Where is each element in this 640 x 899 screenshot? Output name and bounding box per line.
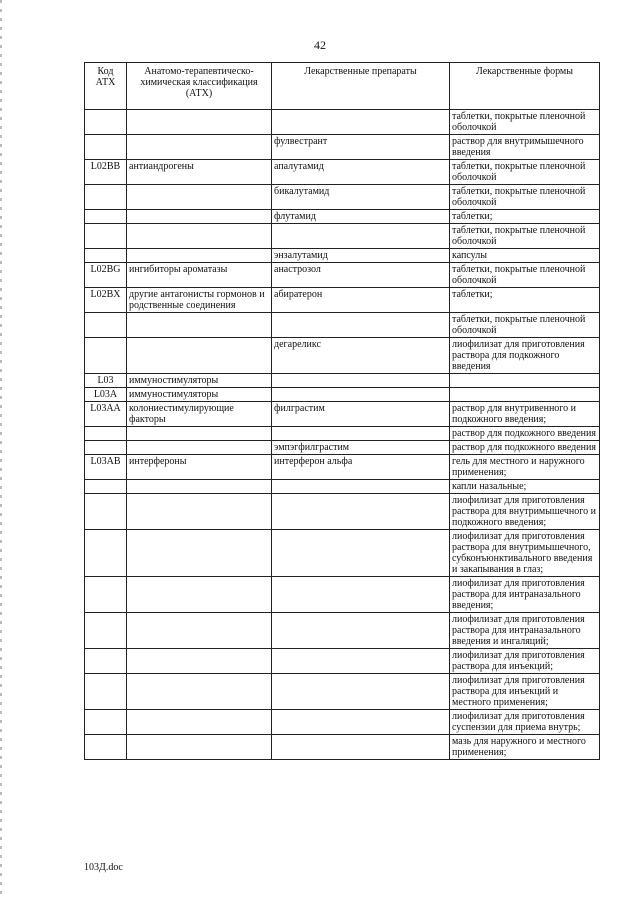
table-body <box>85 110 600 760</box>
cell-drug <box>272 530 450 577</box>
cell-drug <box>272 480 450 494</box>
cell-form: лиофилизат для приготовления раствора для внутримышечного и подкожного введения; <box>450 494 600 530</box>
page-number: 42 <box>314 38 326 52</box>
cell-code <box>85 710 127 735</box>
cell-class <box>127 480 272 494</box>
table-row <box>85 210 600 224</box>
atc-table <box>84 62 600 760</box>
cell-form: лиофилизат для приготовления раствора для интраназального введения и ингаляций; <box>450 613 600 649</box>
table-row <box>85 710 600 735</box>
cell-drug <box>272 224 450 249</box>
table-row <box>85 288 600 313</box>
table-row <box>85 313 600 338</box>
cell-code <box>85 649 127 674</box>
cell-form: лиофилизат для приготовления раствора для интраназального введения; <box>450 577 600 613</box>
cell-class <box>127 441 272 455</box>
cell-code <box>85 577 127 613</box>
cell-form: лиофилизат для приготовления раствора для внутримышечного, субконъюнктивального введения и закапывания в глаз; <box>450 530 600 577</box>
cell-code: L02BB <box>85 160 127 185</box>
cell-form <box>450 388 600 402</box>
cell-class: интерфероны <box>127 455 272 480</box>
cell-class: антиандрогены <box>127 160 272 185</box>
table-row <box>85 480 600 494</box>
cell-code <box>85 210 127 224</box>
cell-form: капли назальные; <box>450 480 600 494</box>
cell-class <box>127 674 272 710</box>
cell-code <box>85 313 127 338</box>
cell-class <box>127 249 272 263</box>
table-row <box>85 674 600 710</box>
header-class: Анатомо-терапевтическо-химическая классификация (АТХ) <box>127 63 272 110</box>
cell-form: таблетки, покрытые пленочной оболочкой <box>450 263 600 288</box>
footer-filename: 103Д.doc <box>84 862 123 873</box>
cell-drug <box>272 577 450 613</box>
table-row <box>85 427 600 441</box>
cell-form: капсулы <box>450 249 600 263</box>
cell-drug: филграстим <box>272 402 450 427</box>
table-row <box>85 224 600 249</box>
cell-code: L03AB <box>85 455 127 480</box>
header-forms: Лекарственные формы <box>450 63 600 110</box>
cell-drug: дегареликс <box>272 338 450 374</box>
cell-class: колониестимулирующие факторы <box>127 402 272 427</box>
cell-code <box>85 224 127 249</box>
cell-form: лиофилизат для приготовления раствора для инъекций; <box>450 649 600 674</box>
cell-class <box>127 649 272 674</box>
cell-code <box>85 338 127 374</box>
cell-form: таблетки, покрытые пленочной оболочкой <box>450 313 600 338</box>
cell-code <box>85 110 127 135</box>
cell-class <box>127 110 272 135</box>
cell-class: ингибиторы ароматазы <box>127 263 272 288</box>
cell-class <box>127 577 272 613</box>
cell-class <box>127 427 272 441</box>
cell-form: таблетки, покрытые пленочной оболочкой <box>450 110 600 135</box>
table-row <box>85 374 600 388</box>
cell-form: лиофилизат для приготовления суспензии для приема внутрь; <box>450 710 600 735</box>
cell-drug <box>272 735 450 760</box>
cell-drug <box>272 674 450 710</box>
cell-code <box>85 135 127 160</box>
scan-edge-mark <box>0 0 2 899</box>
table-row <box>85 494 600 530</box>
cell-drug: абиратерон <box>272 288 450 313</box>
cell-drug: апалутамид <box>272 160 450 185</box>
cell-code <box>85 735 127 760</box>
cell-code <box>85 441 127 455</box>
cell-drug <box>272 427 450 441</box>
cell-form: лиофилизат для приготовления раствора для инъекций и местного применения; <box>450 674 600 710</box>
header-drugs: Лекарственные препараты <box>272 63 450 110</box>
cell-form: раствор для подкожного введения <box>450 441 600 455</box>
cell-drug: флутамид <box>272 210 450 224</box>
table-row <box>85 530 600 577</box>
cell-drug <box>272 110 450 135</box>
table-row <box>85 135 600 160</box>
cell-form: мазь для наружного и местного применения; <box>450 735 600 760</box>
table-row <box>85 110 600 135</box>
table-row <box>85 735 600 760</box>
cell-code <box>85 613 127 649</box>
cell-drug: анастрозол <box>272 263 450 288</box>
cell-drug <box>272 313 450 338</box>
cell-drug <box>272 649 450 674</box>
cell-code <box>85 249 127 263</box>
table-row <box>85 441 600 455</box>
table-header-row <box>85 63 600 110</box>
cell-drug: интерферон альфа <box>272 455 450 480</box>
cell-code: L03 <box>85 374 127 388</box>
cell-form: таблетки; <box>450 210 600 224</box>
table-row <box>85 263 600 288</box>
cell-code: L02BX <box>85 288 127 313</box>
cell-code <box>85 480 127 494</box>
cell-class <box>127 735 272 760</box>
cell-code <box>85 530 127 577</box>
cell-drug: энзалутамид <box>272 249 450 263</box>
table-row <box>85 402 600 427</box>
cell-drug: бикалутамид <box>272 185 450 210</box>
cell-drug <box>272 494 450 530</box>
cell-class <box>127 224 272 249</box>
table-row <box>85 185 600 210</box>
table-row <box>85 577 600 613</box>
cell-class <box>127 313 272 338</box>
cell-drug: эмпэгфилграстим <box>272 441 450 455</box>
cell-class: иммуностимуляторы <box>127 374 272 388</box>
cell-form: таблетки, покрытые пленочной оболочкой <box>450 185 600 210</box>
cell-code <box>85 494 127 530</box>
cell-form <box>450 374 600 388</box>
cell-class <box>127 710 272 735</box>
cell-class <box>127 613 272 649</box>
cell-drug <box>272 710 450 735</box>
cell-form: таблетки, покрытые пленочной оболочкой <box>450 160 600 185</box>
cell-class: иммуностимуляторы <box>127 388 272 402</box>
cell-class <box>127 135 272 160</box>
cell-form: раствор для подкожного введения <box>450 427 600 441</box>
table-row <box>85 613 600 649</box>
cell-class <box>127 494 272 530</box>
cell-class <box>127 338 272 374</box>
table-row <box>85 388 600 402</box>
cell-form: раствор для внутримышечного введения <box>450 135 600 160</box>
cell-class <box>127 185 272 210</box>
cell-form: раствор для внутривенного и подкожного введения; <box>450 402 600 427</box>
cell-code: L03AA <box>85 402 127 427</box>
cell-form: таблетки, покрытые пленочной оболочкой <box>450 224 600 249</box>
table-row <box>85 249 600 263</box>
table-row <box>85 338 600 374</box>
cell-class <box>127 210 272 224</box>
cell-code <box>85 185 127 210</box>
cell-class <box>127 530 272 577</box>
table-row <box>85 160 600 185</box>
cell-code <box>85 674 127 710</box>
cell-form: лиофилизат для приготовления раствора для подкожного введения <box>450 338 600 374</box>
cell-code <box>85 427 127 441</box>
cell-drug <box>272 374 450 388</box>
cell-form: таблетки; <box>450 288 600 313</box>
cell-code: L03A <box>85 388 127 402</box>
cell-drug: фулвестрант <box>272 135 450 160</box>
cell-code: L02BG <box>85 263 127 288</box>
cell-form: гель для местного и наружного применения; <box>450 455 600 480</box>
table-row <box>85 455 600 480</box>
cell-drug <box>272 388 450 402</box>
table-row <box>85 649 600 674</box>
cell-drug <box>272 613 450 649</box>
cell-class: другие антагонисты гормонов и родственные соединения <box>127 288 272 313</box>
header-code: Код АТХ <box>85 63 127 110</box>
